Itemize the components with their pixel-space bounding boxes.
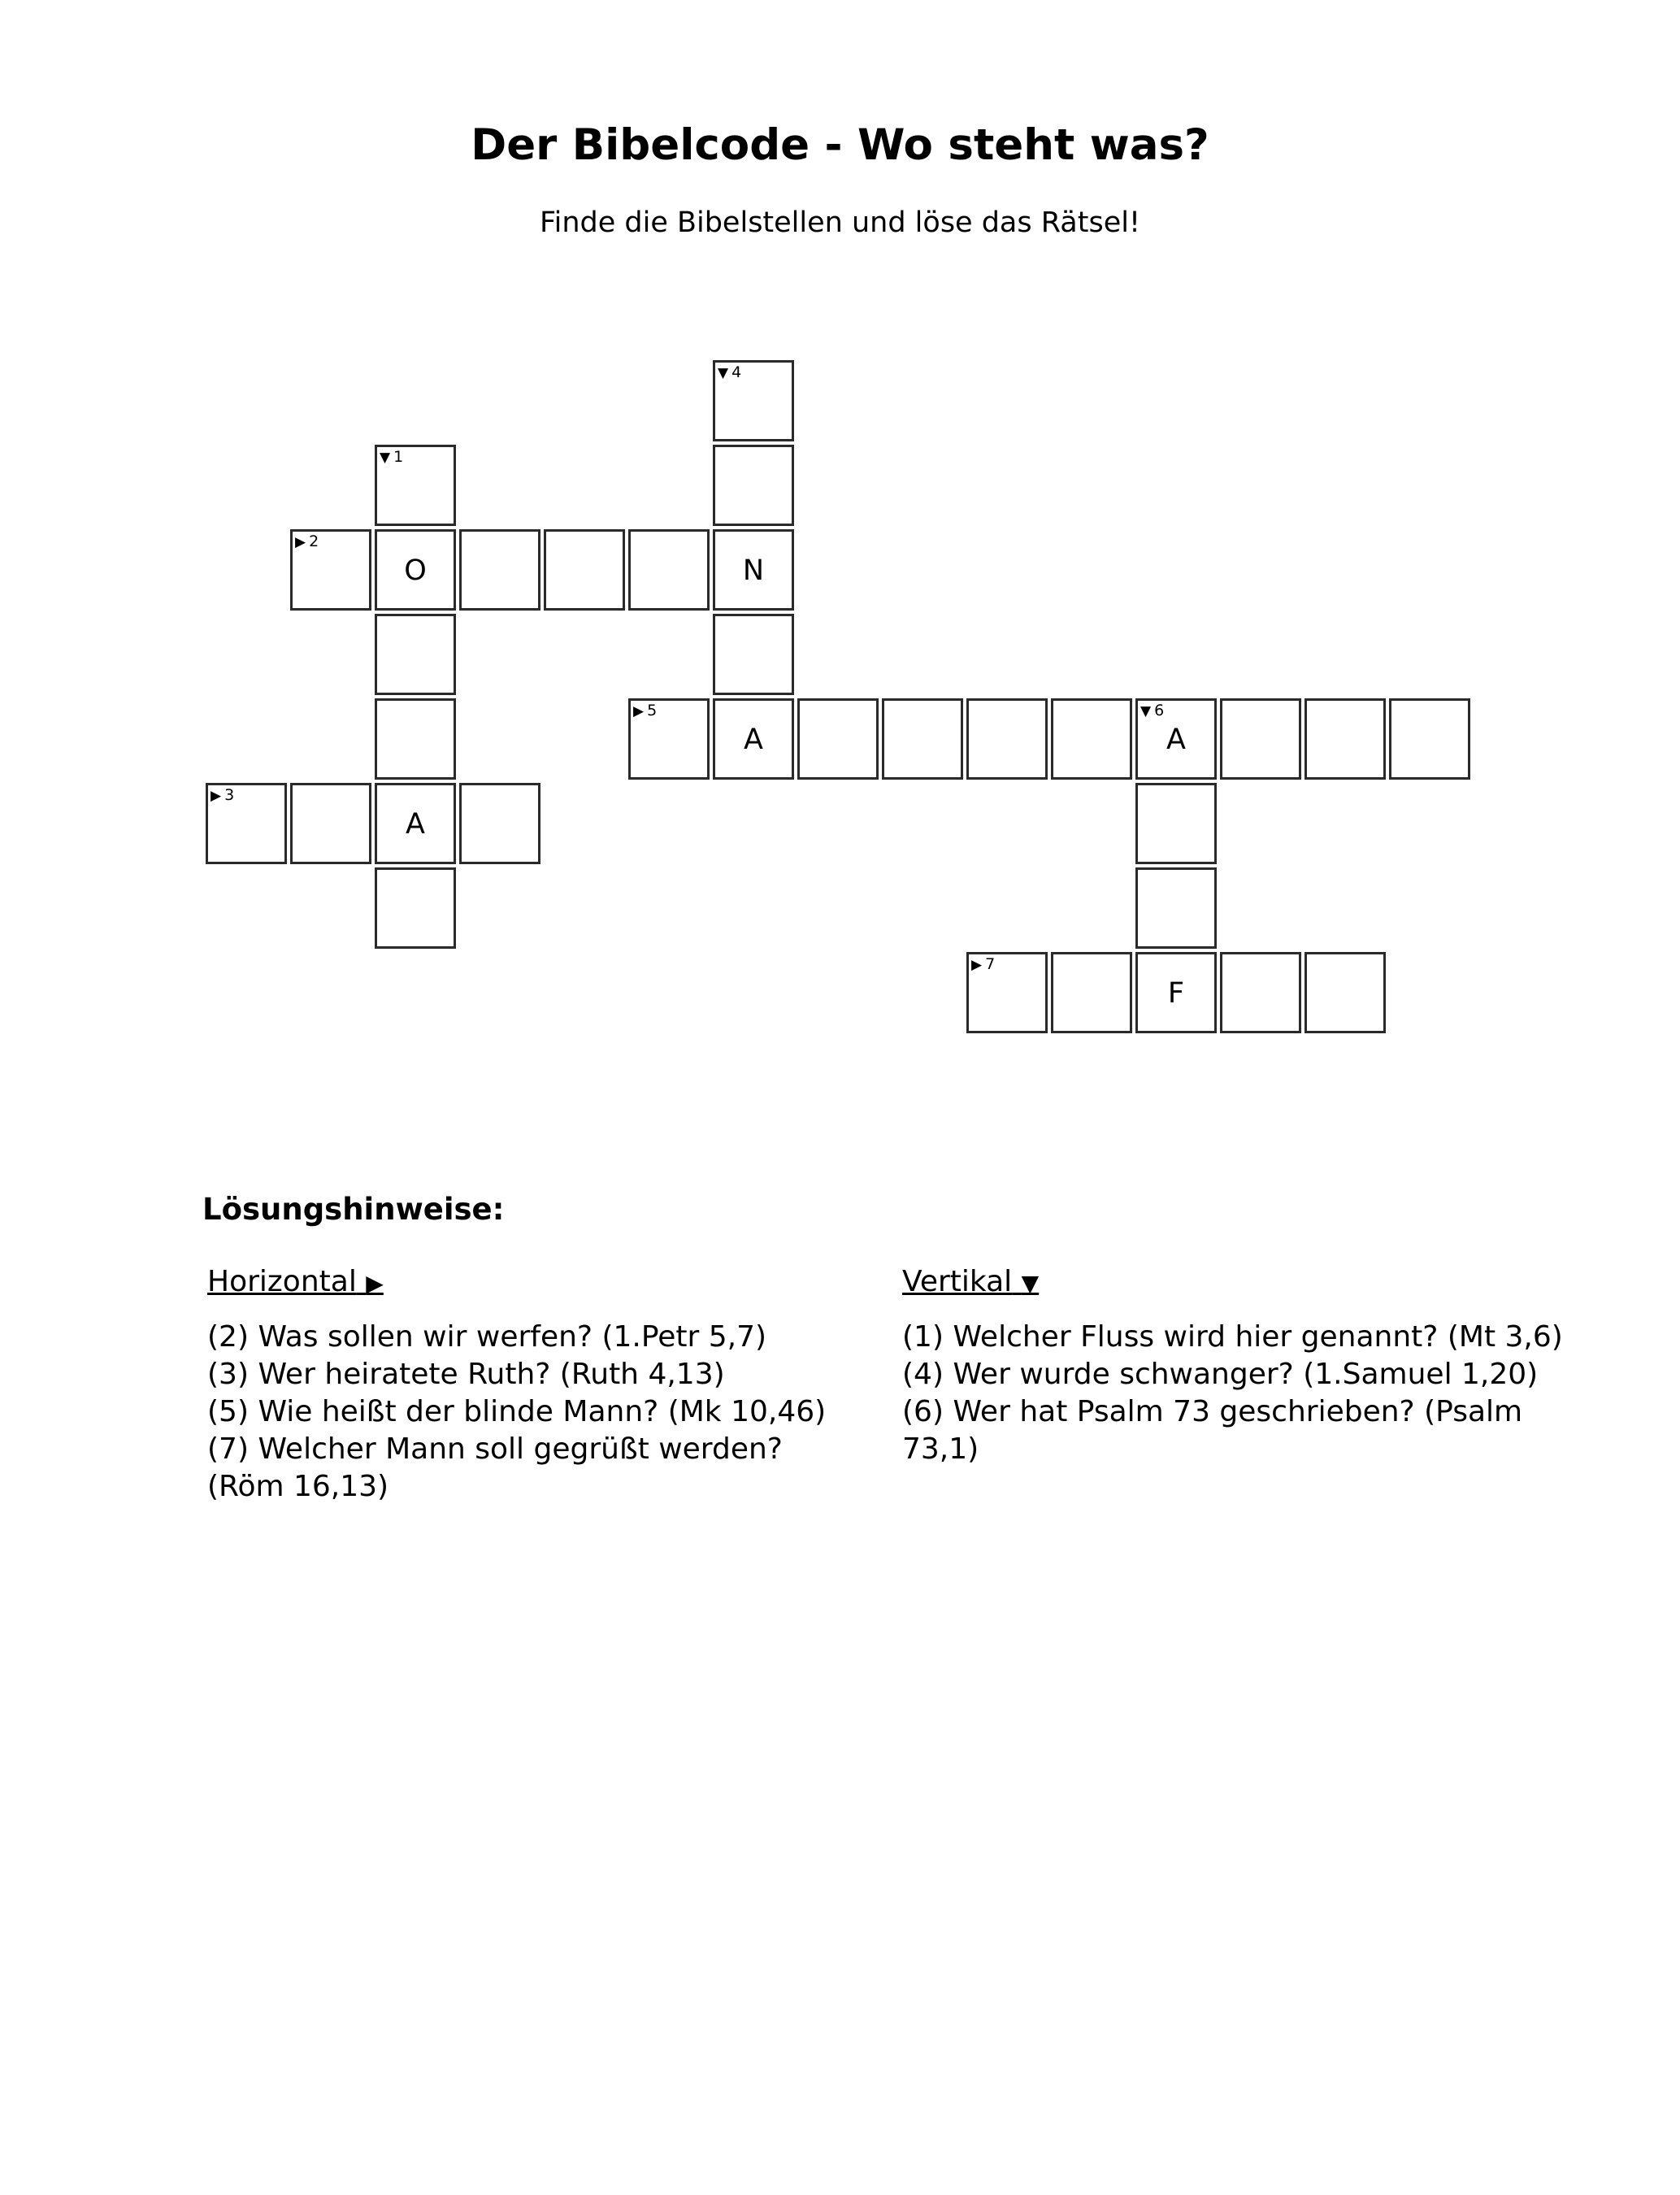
crossword-cell[interactable] <box>206 783 287 864</box>
page-title: Der Bibelcode - Wo steht was? <box>471 120 1209 170</box>
right-arrow-icon: ▶ <box>971 957 983 973</box>
right-arrow-icon: ▶ <box>295 534 306 550</box>
horizontal-heading: Horizontal ▶ <box>207 1265 384 1298</box>
clue-number-5: ▶ 5 <box>633 702 658 719</box>
crossword-cell[interactable] <box>1220 698 1301 780</box>
crossword-cell[interactable] <box>1135 698 1217 780</box>
given-letter: O <box>404 554 427 587</box>
crossword-cell[interactable] <box>628 529 710 611</box>
right-arrow-icon: ▶ <box>211 788 222 804</box>
crossword-cell[interactable] <box>1304 698 1386 780</box>
crossword-cell[interactable] <box>375 445 456 526</box>
crossword-cell[interactable] <box>713 445 794 526</box>
crossword-cell[interactable] <box>966 952 1048 1033</box>
crossword-cell[interactable] <box>375 614 456 695</box>
given-letter: A <box>406 808 425 841</box>
crossword-cell[interactable] <box>1135 783 1217 864</box>
crossword-cell[interactable] <box>290 783 371 864</box>
right-arrow-icon: ▶ <box>366 1270 384 1297</box>
clue-5-across: (5) Wie heißt der blinde Mann? (Mk 10,46) <box>207 1395 827 1428</box>
vertical-heading: Vertikal ▼ <box>902 1265 1040 1298</box>
clue-7-across: (7) Welcher Mann soll gegrüßt werden? (Röm 16,13) <box>207 1432 783 1503</box>
given-letter: A <box>1166 724 1186 756</box>
crossword-cell[interactable] <box>375 529 456 611</box>
crossword-cell[interactable] <box>628 698 710 780</box>
down-arrow-icon: ▼ <box>380 450 391 466</box>
clue-number-3: ▶ 3 <box>211 786 235 804</box>
vertical-clues <box>902 1263 1585 1468</box>
clue-6-down: (6) Wer hat Psalm 73 geschrieben? (Psalm 73,1) <box>902 1395 1523 1466</box>
crossword-cell[interactable] <box>713 360 794 441</box>
crossword-cell[interactable] <box>1135 952 1217 1033</box>
clue-4-down: (4) Wer wurde schwanger? (1.Samuel 1,20) <box>902 1358 1539 1391</box>
down-arrow-icon: ▼ <box>1021 1270 1040 1297</box>
clue-number-6: ▼ 6 <box>1140 702 1165 719</box>
down-arrow-icon: ▼ <box>718 365 729 381</box>
crossword-cell[interactable] <box>1389 698 1470 780</box>
clue-number-4: ▼ 4 <box>718 363 742 381</box>
crossword-cell[interactable] <box>459 529 540 611</box>
crossword-cell[interactable] <box>375 698 456 780</box>
clue-1-down: (1) Welcher Fluss wird hier genannt? (Mt 3,6) <box>902 1320 1563 1354</box>
crossword-cell[interactable] <box>1220 952 1301 1033</box>
crossword-cell[interactable] <box>713 698 794 780</box>
crossword-cell[interactable] <box>375 783 456 864</box>
crossword-cell[interactable] <box>713 614 794 695</box>
crossword-cell[interactable] <box>1051 698 1132 780</box>
crossword-cell[interactable] <box>713 529 794 611</box>
hints-heading: Lösungshinweise: <box>202 1192 505 1227</box>
clue-number-1: ▼ 1 <box>380 448 404 466</box>
clue-3-across: (3) Wer heiratete Ruth? (Ruth 4,13) <box>207 1358 725 1391</box>
given-letter: A <box>744 724 763 756</box>
crossword-cell[interactable] <box>290 529 371 611</box>
page-subtitle: Finde die Bibelstellen und löse das Rätsel! <box>540 206 1140 239</box>
crossword-cell[interactable] <box>544 529 625 611</box>
crossword-cell[interactable] <box>882 698 963 780</box>
clue-number-2: ▶ 2 <box>295 532 319 550</box>
crossword-grid <box>0 0 1680 1057</box>
horizontal-clues <box>207 1263 857 1506</box>
crossword-cell[interactable] <box>797 698 879 780</box>
clue-number-7: ▶ 7 <box>971 955 996 973</box>
crossword-cell[interactable] <box>1135 867 1217 949</box>
crossword-cell[interactable] <box>459 783 540 864</box>
down-arrow-icon: ▼ <box>1140 703 1152 719</box>
crossword-cell[interactable] <box>1304 952 1386 1033</box>
clue-2-across: (2) Was sollen wir werfen? (1.Petr 5,7) <box>207 1320 767 1354</box>
crossword-cell[interactable] <box>966 698 1048 780</box>
crossword-cell[interactable] <box>375 867 456 949</box>
right-arrow-icon: ▶ <box>633 703 645 719</box>
crossword-cell[interactable] <box>1051 952 1132 1033</box>
given-letter: N <box>742 554 765 587</box>
given-letter: F <box>1167 977 1185 1010</box>
